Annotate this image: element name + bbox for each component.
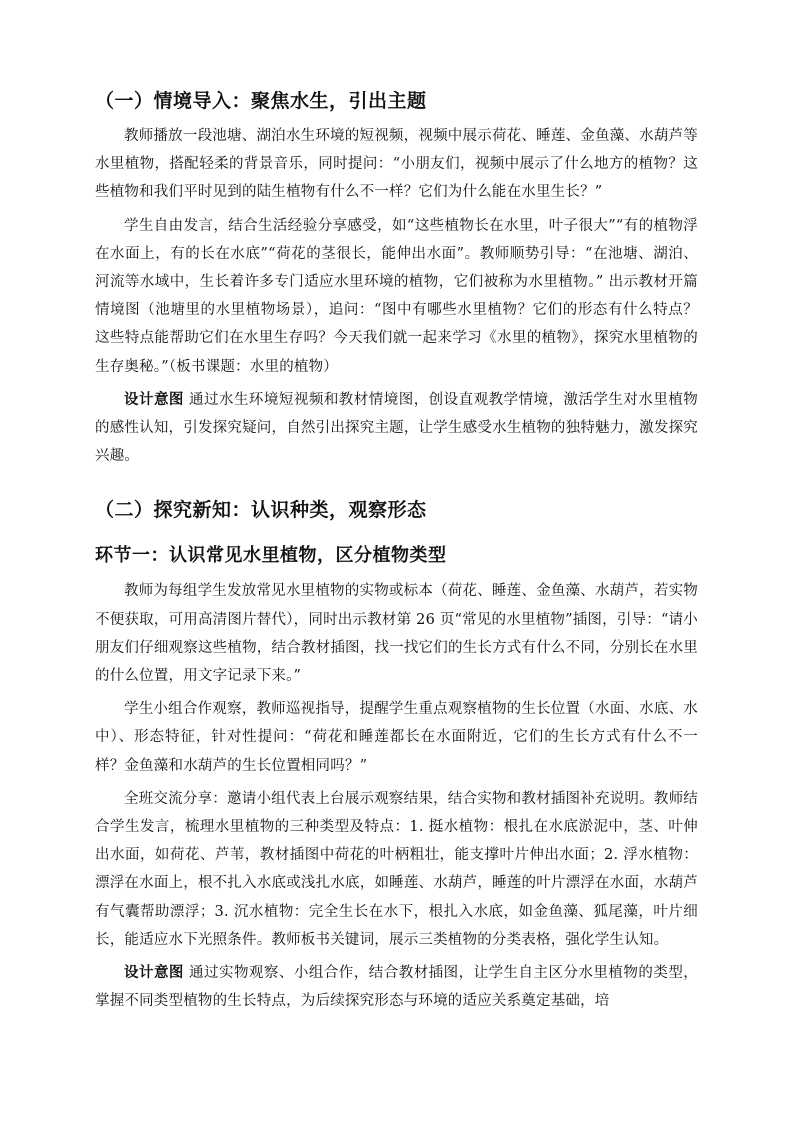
section-2-paragraph-2: 学生小组合作观察，教师巡视指导，提醒学生重点观察植物的生长位置（水面、水底、水中）、形态特征，针对性提问：“荷花和睡莲都长在水面附近，它们的生长方式有什么不一样？金鱼藻和水葫芦的生长位置相同吗？” [95, 701, 698, 774]
section-2-paragraph-1: 教师为每组学生发放常见水里植物的实物或标本（荷花、睡莲、金鱼藻、水葫芦，若实物不便获取，可用高清图片替代），同时出示教材第 26 页“常见的水里植物”插图，引导：“请小朋友们仔细观察这些植物，结合教材插图，找一找它们的生长方式有什么不同，分别长在水里的什么位置，用文字记录下来。” [95, 583, 698, 685]
section-2-sub-heading: 环节一：认识常见水里植物，区分植物类型 [95, 545, 447, 567]
design-intent-label: 设计意图 [124, 391, 184, 408]
section-2-heading: （二）探究新知：认识种类，观察形态 [95, 499, 427, 522]
section-1-design-intent [95, 386, 698, 471]
design-intent-label: 设计意图 [124, 965, 184, 982]
design-intent-text: 通过实物观察、小组合作，结合教材插图，让学生自主区分水里植物的类型，掌握不同类型植物的生长特点，为后续探究形态与环境的适应关系奠定基础，培 [95, 965, 698, 1010]
section-1-heading: （一）情境导入：聚焦水生，引出主题 [95, 90, 427, 112]
section-2-design-intent [95, 959, 698, 1015]
spacer [95, 531, 698, 541]
design-intent-text: 通过水生环境短视频和教材情境图，创设直观教学情境，激活学生对水里植物的感性认知，引发探究疑问，自然引出探究主题，让学生感受水生植物的独特魅力，激发探究兴趣。 [95, 391, 698, 465]
section-1-paragraph-1: 教师播放一段池塘、湖泊水生环境的短视频，视频中展示荷花、睡莲、金鱼藻、水葫芦等水里植物，搭配轻柔的背景音乐，同时提问：“小朋友们，视频中展示了什么地方的植物？这些植物和我们平时见到的陆生植物有什么不一样？它们为什么能在水里生长？” [95, 128, 698, 201]
section-2-paragraph-3: 全班交流分享：邀请小组代表上台展示观察结果，结合实物和教材插图补充说明。教师结合学生发言，梳理水里植物的三种类型及特点：1. 挺水植物：根扎在水底淤泥中，茎、叶伸出水面，如荷花、芦苇，教材插图中荷花的叶柄粗壮，能支撑叶片伸出水面；2. 浮水植物：漂浮在水面上，根不扎入水底或浅扎水底，如睡莲、水葫芦，睡莲的叶片漂浮在水面，水葫芦有气囊帮助漂浮；3. 沉水植物：完全生长在水下，根扎入水底，如金鱼藻、狐尾藻，叶片细长，能适应水下光照条件。教师板书关键词，展示三类植物的分类表格，强化学生认知。 [95, 790, 698, 948]
spacer [95, 475, 698, 495]
section-1-paragraph-2: 学生自由发言，结合生活经验分享感受，如“这些植物长在水里，叶子很大”“有的植物浮在水面上，有的长在水底”“荷花的茎很长，能伸出水面”。教师顺势引导：“在池塘、湖泊、河流等水域中，生长着许多专门适应水里环境的植物，它们被称为水里植物。” 出示教材开篇情境图（池塘里的水里植物场景），追问：“图中有哪些水里植物？它们的形态有什么特点？这些特点能帮助它们在水里生存吗？今天我们就一起来学习《水里的植物》，探究水里植物的生存奥秘。”（板书课题：水里的植物） [95, 217, 698, 375]
document-body [95, 86, 698, 1020]
